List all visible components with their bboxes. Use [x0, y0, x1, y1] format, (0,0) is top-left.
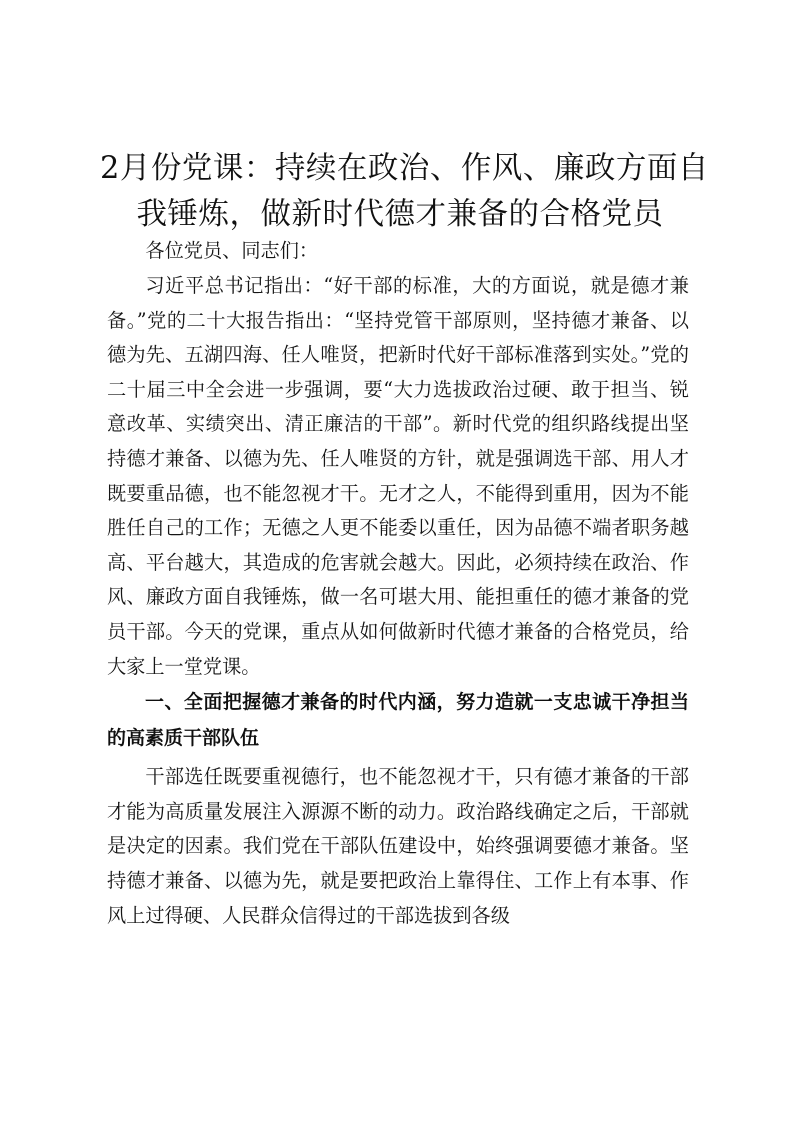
document-body — [107, 232, 689, 933]
intro-paragraph: 习近平总书记指出：“好干部的标准，大的方面说，就是德才兼备。”党的二十大报告指出：“坚持党管干部原则，坚持德才兼备、以德为先、五湖四海、任人唯贤，把新时代好干部标准落到实处。”党的二十届三中全会进一步强调，要“大力选拔政治过硬、敢于担当、锐意改革、实绩突出、清正廉洁的干部”。新时代党的组织路线提出坚持德才兼备、以德为先、任人唯贤的方针，就是强调选干部、用人才既要重品德，也不能忽视才干。无才之人，不能得到重用，因为不能胜任自己的工作；无德之人更不能委以重任，因为品德不端者职务越高、平台越大，其造成的危害就会越大。因此，必须持续在政治、作风、廉政方面自我锤炼，做一名可堪大用、能担重任的德才兼备的党员干部。今天的党课，重点从如何做新时代德才兼备的合格党员，给大家上一堂党课。 — [107, 274, 689, 678]
section-paragraph: 干部选任既要重视德行，也不能忽视才干，只有德才兼备的干部才能为高质量发展注入源源不断的动力。政治路线确定之后，干部就是决定的因素。我们党在干部队伍建设中，始终强调要德才兼备。坚持德才兼备、以德为先，就是要把政治上靠得住、工作上有本事、作风上过得硬、人民群众信得过的干部选拔到各级 — [107, 765, 689, 927]
greeting-line: 各位党员、同志们： — [145, 239, 319, 262]
title-line-2: 我锤炼，做新时代德才兼备的合格党员 — [136, 197, 664, 232]
title-line-1: 2月份党课：持续在政治、作风、廉政方面自 — [100, 151, 709, 186]
section-heading: 一、全面把握德才兼备的时代内涵，努力造就一支忠诚干净担当的高素质干部队伍 — [107, 691, 689, 750]
page-title — [100, 146, 709, 238]
